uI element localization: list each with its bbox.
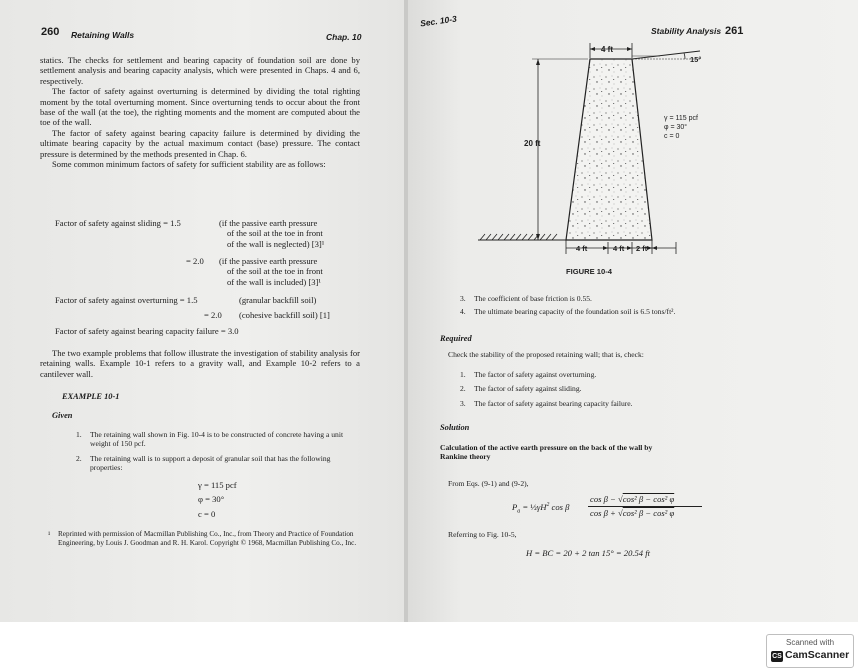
badge-line1: Scanned with: [785, 638, 835, 647]
list-item: 1. The factor of safety against overturning.: [460, 370, 597, 379]
wall-body: [566, 59, 652, 240]
required-text: Check the stability of the proposed retaining wall; that is, check:: [448, 350, 644, 359]
h-equation: H = BC = 20 + 2 tan 15° = 20.54 ft: [526, 548, 651, 558]
dim-height: 20 ft: [524, 139, 541, 148]
dim-bottom-1: 4 ft: [576, 244, 588, 253]
figure-caption: FIGURE 10-4: [566, 267, 612, 276]
right-section: Sec. 10-3: [419, 13, 458, 29]
calc-heading: Calculation of the active earth pressure on the back of the wall by Rankine theory: [440, 443, 653, 462]
left-page-number: 260: [41, 26, 60, 38]
example-title: EXAMPLE 10-1: [62, 392, 120, 401]
list-item: 3. The factor of safety against bearing capacity failure.: [460, 398, 633, 408]
left-body-2: [40, 348, 360, 379]
list-item: 2. The retaining wall is to support a deposit of granular soil that has the following properties:: [76, 453, 331, 473]
camscanner-badge: [766, 634, 854, 668]
slope-angle: 15°: [690, 55, 702, 64]
given-list-continued: [460, 294, 800, 317]
fs-sliding-note: (if the passive earth pressure of the soil at the toe in front of the wall is neglected) [3]¹: [219, 218, 325, 249]
fig-gamma: γ = 115 pcf: [664, 115, 698, 122]
list-item: 3. The coefficient of base friction is 0.55.: [460, 294, 592, 303]
rankine-equation: $P_a$ = $\frac{1}{2}\gamma H^2$ cos β cos β − √cos² β − cos² φ cos β + √cos² β − cos² φ: [512, 494, 732, 522]
fs-sliding-2: = 2.0: [186, 256, 204, 266]
left-body: [40, 55, 360, 169]
paragraph-bearing: The factor of safety against bearing capacity failure is determined by dividing the ultimate bearing capacity by the actual maximum contact (base) pressure. The contact pressure is determined by the methods presented in Chap. 6.: [40, 127, 360, 159]
from-eqs: From Eqs. (9-1) and (9-2),: [448, 479, 529, 488]
fs-overturning-2: = 2.0: [204, 310, 222, 320]
paragraph-statics: statics. The checks for settlement and bearing capacity of foundation soil are done by settlement analysis and bearing capacity analysis, which were presented in Chaps. 4 and 6, respectively.: [40, 55, 360, 86]
list-item: 2. The factor of safety against sliding.: [460, 384, 582, 394]
left-chapter: Chap. 10: [326, 32, 362, 42]
required-heading: Required: [440, 334, 472, 343]
fig-c: c = 0: [664, 133, 680, 140]
right-running-head: Stability Analysis: [651, 26, 722, 36]
fs-sliding-label: Factor of safety against sliding = 1.5: [55, 218, 181, 228]
fs-overturning-note: (granular backfill soil): [239, 295, 317, 305]
dim-bottom-3: 2 ft: [636, 244, 648, 253]
fs-overturning-label: Factor of safety against overturning = 1.5: [55, 295, 198, 305]
dim-bottom-2: 4 ft: [613, 244, 625, 253]
list-item: 1. The retaining wall shown in Fig. 10-4 is to be constructed of concrete having a unit weight of 150 pcf.: [76, 430, 344, 449]
paragraph-factors: Some common minimum factors of safety for sufficient stability are as follows:: [52, 159, 326, 170]
footnote: ¹ Reprinted with permission of Macmillan Publishing Co., Inc., from Theory and Practice of Foundation Engineering, by Louis J. Goodman and R. H. Karol. Copyright © 1968, Macmillan Publishing Co., Inc.: [48, 530, 357, 547]
paragraph-examples: The two example problems that follow illustrate the investigation of stability analysis for retaining walls. Example 10-1 refers to a gravity wall, and Example 10-2 refers to a cantilever wall.: [40, 348, 360, 379]
dim-top-width: 4 ft: [601, 45, 613, 54]
camscanner-logo-icon: CS: [772, 653, 782, 660]
right-page-number: 261: [725, 25, 744, 37]
soil-properties: γ = 115 pcf φ = 30° c = 0: [198, 480, 237, 519]
left-running-head: Retaining Walls: [71, 30, 135, 40]
referring: Referring to Fig. 10-5,: [448, 530, 517, 539]
list-item: 4. The ultimate bearing capacity of the foundation soil is 6.5 tons/ft².: [460, 307, 676, 317]
paragraph-overturning: The factor of safety against overturning is determined by dividing the total righting moment by the total overturning moment. Since overturning tends to occur about the front base of the wall (at the toe), the righting moments and the moment are computed about the toe of the wall.: [40, 86, 360, 128]
badge-line2: CamScanner: [785, 649, 850, 661]
solution-heading: Solution: [440, 423, 470, 432]
fs-overturning-note2: (cohesive backfill soil) [1]: [239, 310, 330, 320]
figure-10-4: [460, 38, 760, 276]
fs-bearing: Factor of safety against bearing capacity failure = 3.0: [55, 326, 239, 336]
right-page: [408, 0, 858, 622]
ground-hatch: [478, 234, 566, 240]
fs-sliding-note2: (if the passive earth pressure of the soil at the toe in front of the wall is included) [3]¹: [219, 256, 323, 287]
required-list: [460, 370, 800, 408]
given-list: [76, 430, 360, 473]
fig-phi: φ = 30°: [664, 124, 688, 131]
given-heading: Given: [52, 411, 73, 420]
left-page: [0, 0, 408, 622]
